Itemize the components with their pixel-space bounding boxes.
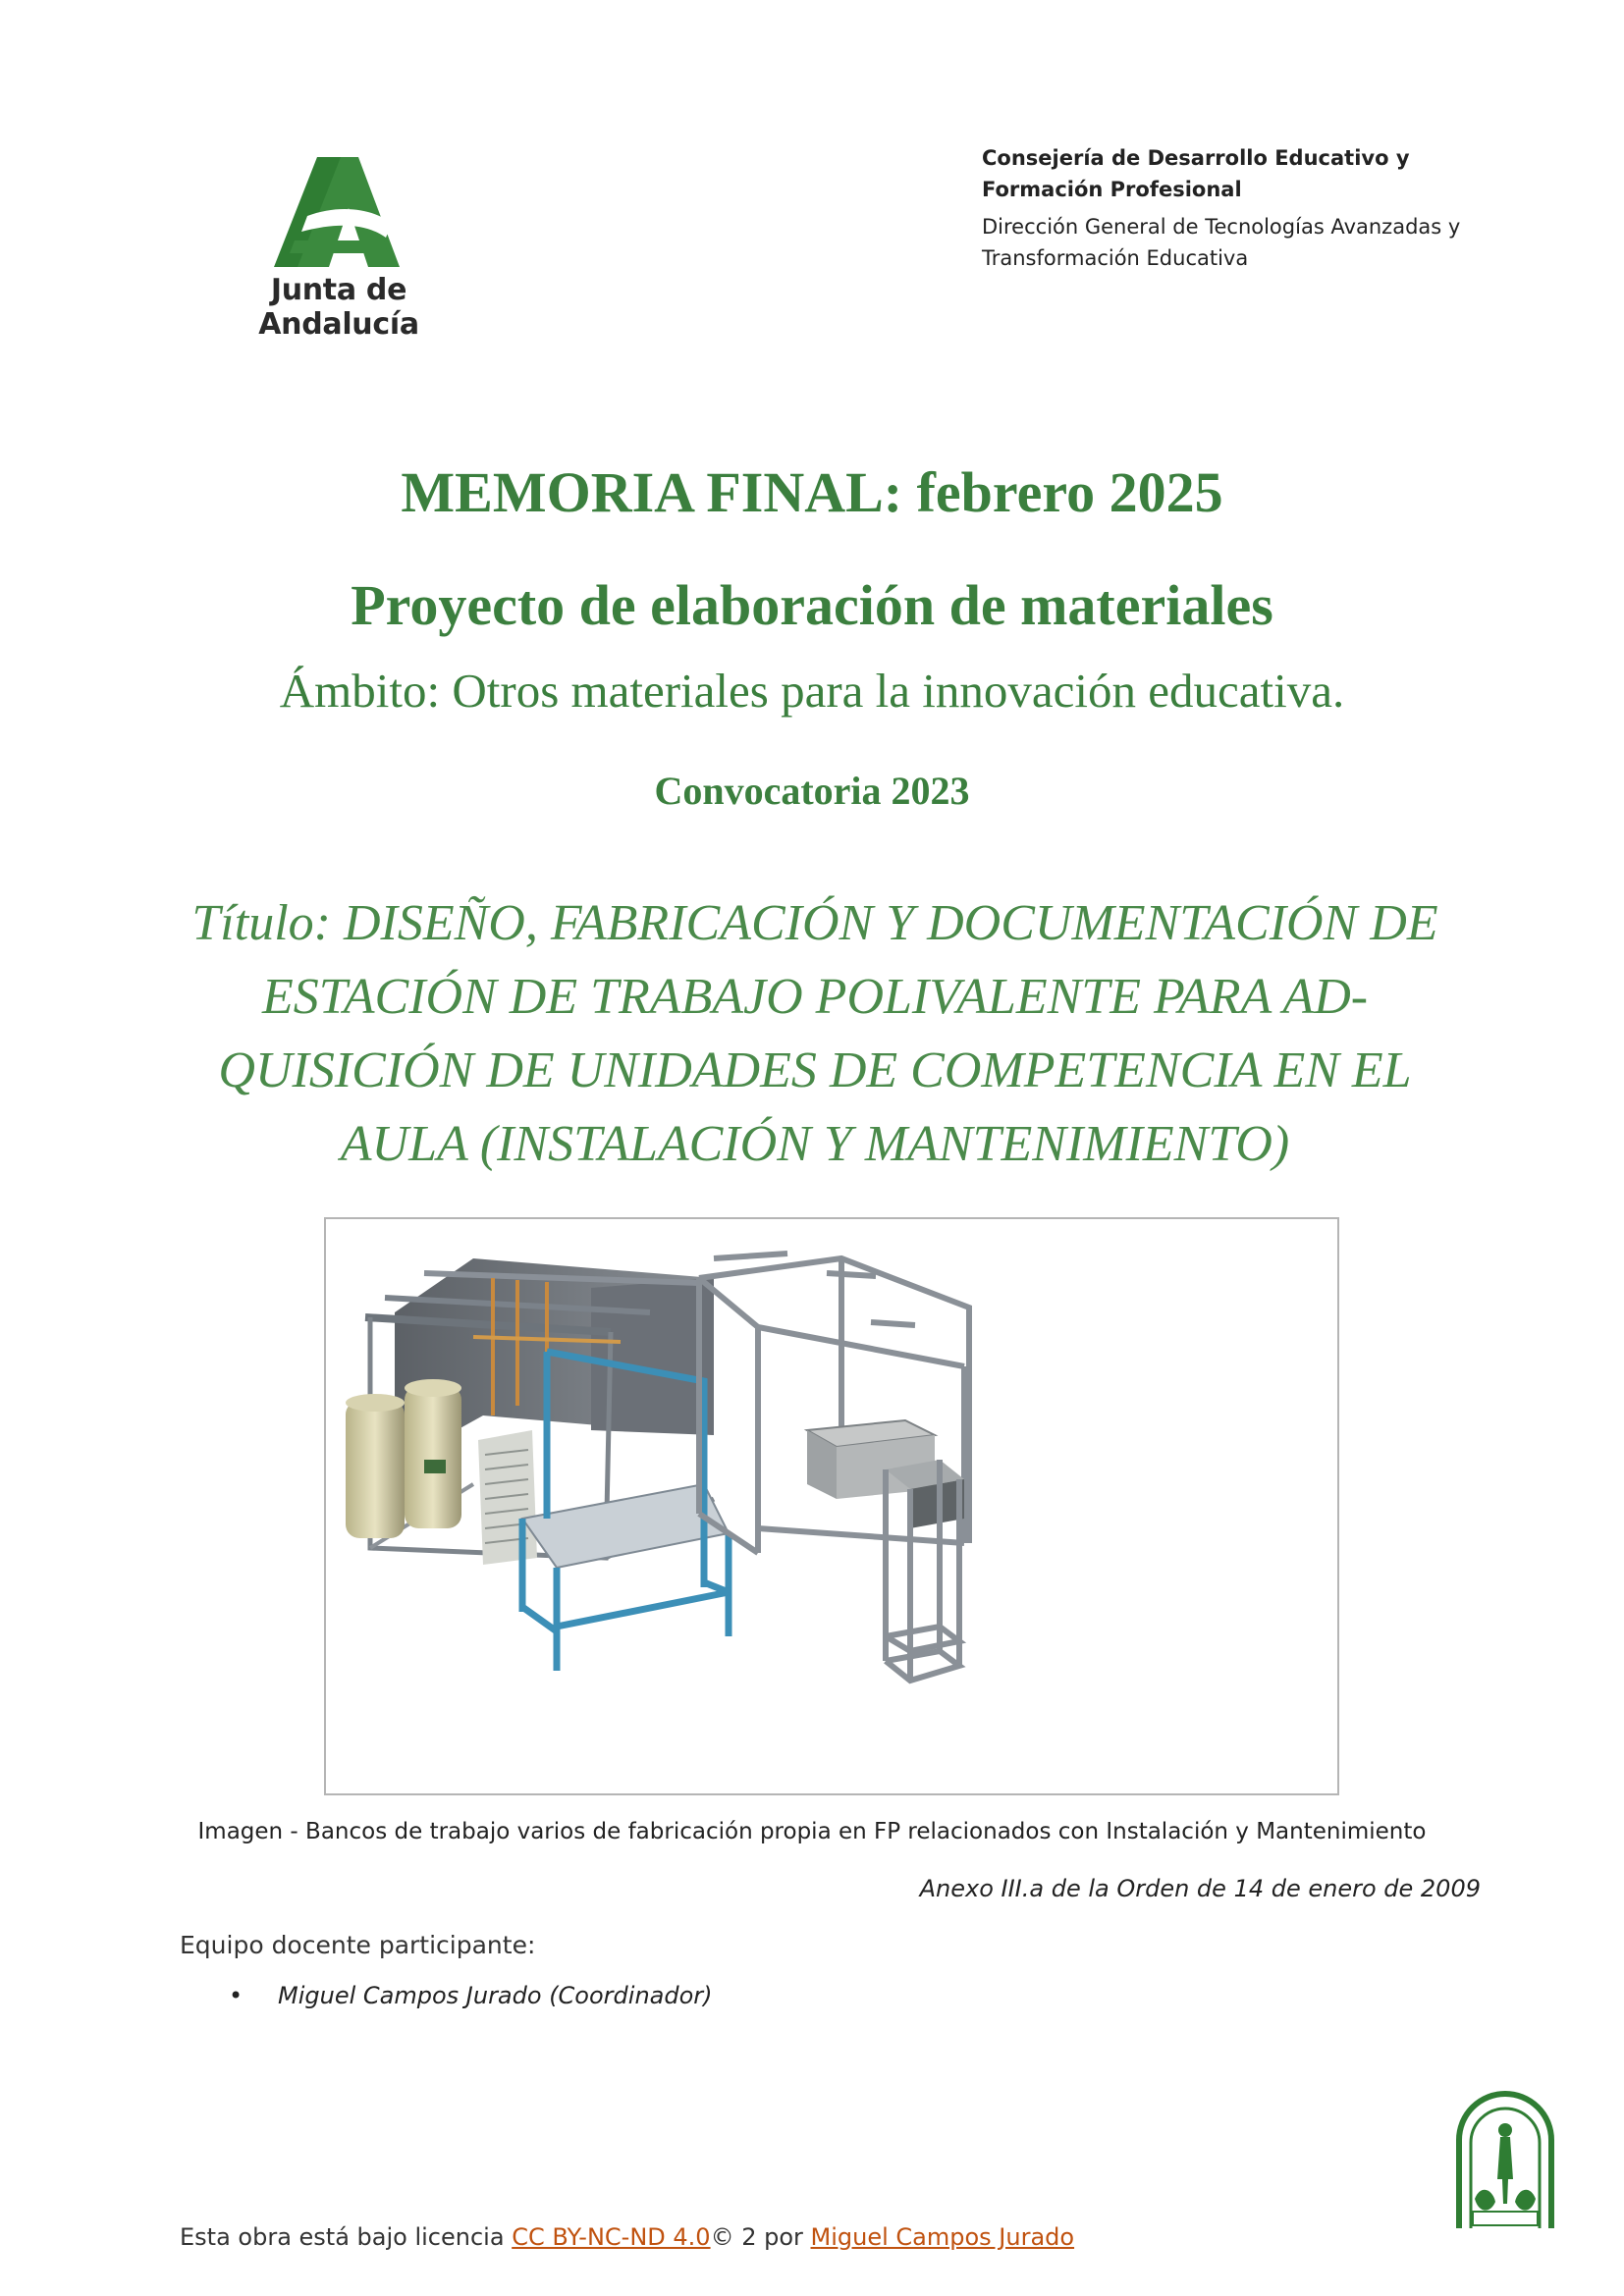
bullet-icon: • [229,1982,244,2009]
figure-caption: Imagen - Bancos de trabajo varios de fabricación propia en FP relacionados con Instalación y Mantenimiento [197,1819,1427,1844]
footer-middle: © 2 por [710,2223,811,2251]
junta-logo-icon [191,147,486,270]
consejeria-text: Consejería de Desarrollo Educativo y Formación Profesional [982,146,1410,201]
junta-andalucia-logo [191,147,486,342]
department-block [982,142,1532,274]
andalucia-crest-icon [1451,2086,1559,2233]
author-link[interactable]: Miguel Campos Jurado [810,2223,1075,2251]
team-member-item [229,1982,713,2009]
project-title: Título: DISEÑO, FABRICACIÓN Y DOCUMENTACIÓN DE ESTACIÓN DE TRABAJO POLIVALENTE PARA AD-QUISICIÓN DE UNIDADES DE COMPETENCIA EN EL AULA (INSTALACIÓN Y MANTENIMIENTO) [191,895,1438,1172]
project-type-title: Proyecto de elaboración de materiales [351,573,1273,637]
team-label: Equipo docente participante: [180,1931,536,1959]
footer-prefix: Esta obra está bajo licencia [180,2223,513,2251]
convocatoria-text: Convocatoria 2023 [654,769,970,813]
ambito-text: Ámbito: Otros materiales para la innovación educativa. [279,664,1345,718]
memoria-title: MEMORIA FINAL: febrero 2025 [401,460,1223,524]
team-member-name: Miguel Campos Jurado (Coordinador) [278,1982,713,2009]
logo-text: Junta de Andalucía [258,273,419,342]
workbench-illustration [326,1219,1337,1793]
license-link[interactable]: CC BY-NC-ND 4.0 [512,2223,711,2251]
license-footer [180,2223,1074,2251]
direccion-text: Dirección General de Tecnologías Avanzadas y Transformación Educativa [982,215,1461,270]
annex-reference: Anexo III.a de la Orden de 14 de enero de 2009 [919,1875,1481,1902]
workbench-image [324,1217,1339,1795]
